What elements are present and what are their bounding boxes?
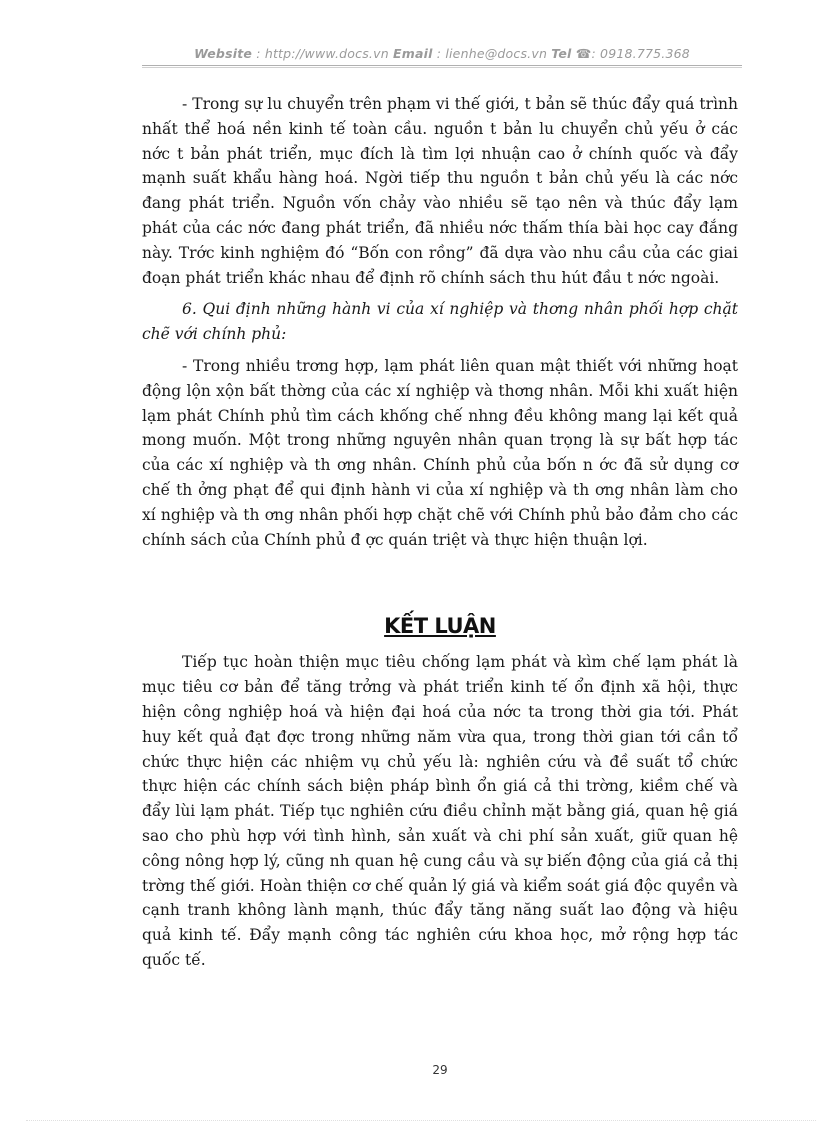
header-divider (142, 65, 742, 68)
page-header (142, 46, 742, 61)
section-heading-6: 6. Qui định những hành vi của xí nghiệp và thơng nhân phối hợp chặt chẽ với chính phủ: (142, 300, 738, 344)
tel-value: ☎: 0918.775.368 (571, 46, 690, 61)
paragraph-enterprise-behavior: - Trong nhiều trơng hợp, lạm phát liên quan mật thiết với những hoạt động lộn xộn bất thờng của các xí nghiệp và thơng nhân. Mỗi khi xuất hiện lạm phát Chính phủ tìm cách khống chế nhng đều không mang lại kết quả mong muốn. Một trong những nguyên nhân quan trọng là sự bất hợp tác của các xí nghiệp và th ơng nhân. Chính phủ của bốn n ớc đã sử dụng cơ chế th ởng phạt để qui định hành vi của xí nghiệp và th ơng nhân làm cho xí nghiệp và th ơng nhân phối hợp chặt chẽ với Chính phủ bảo đảm cho các chính sách của Chính phủ đ ợc quán triệt và thực hiện thuận lợi. (142, 356, 738, 549)
paragraph-conclusion: Tiếp tục hoàn thiện mục tiêu chống lạm phát và kìm chế lạm phát là mục tiêu cơ bản để tăng trởng và phát triển kinh tế ổn định xã hội, thực hiện công nghiệp hoá và hiện đại hoá của nớc ta trong thời gia tới. Phát huy kết quả đạt đợc trong những năm vừa qua, trong thời gian tới cần tổ chức thực hiện các nhiệm vụ chủ yếu là: nghiên cứu và đề suất tổ chức thực hiện các chính sách biện pháp bình ổn giá cả thi trờng, kiềm chế và đẩy lùi lạm phát. Tiếp tục nghiên cứu điều chỉnh mặt bằng giá, quan hệ giá sao cho phù hợp với tình hình, sản xuất và chi phí sản xuất, giữ quan hệ công nông hợp lý, cũng nh quan hệ cung cầu và sự biến động của giá cả thị trờng thế giới. Hoàn thiện cơ chế quản lý giá và kiểm soát giá độc quyền và cạnh tranh không lành mạnh, thúc đẩy tăng năng suất lao động và hiệu quả kinh tế. Đẩy mạnh công tác nghiên cứu khoa học, mở rộng hợp tác quốc tế. (142, 653, 738, 969)
page-content (142, 92, 738, 973)
page-number: 29 (432, 1063, 448, 1077)
email-value: : lienhe@docs.vn (432, 46, 552, 61)
conclusion-title: KẾT LUẬN (384, 614, 496, 639)
email-label: Email (393, 46, 433, 61)
paragraph-capital-flow: - Trong sự lu chuyển trên phạm vi thế giới, t bản sẽ thúc đẩy quá trình nhất thể hoá nền kinh tế toàn cầu. nguồn t bản lu chuyển chủ yếu ở các nớc t bản phát triển, mục đích là tìm lợi nhuận cao ở chính quốc và đẩy mạnh suất khẩu hàng hoá. Ngời tiếp thu nguồn t bản chủ yếu là các nớc đang phát triển. Nguồn vốn chảy vào nhiều sẽ tạo nên và thúc đẩy lạm phát của các nớc đang phát triển, đã nhiều nớc thấm thía bài học cay đắng này. Trớc kinh nghiệm đó “Bốn con rồng” đã dựa vào nhu cầu của các giai đoạn phát triển khác nhau để định rõ chính sách thu hút đầu t nớc ngoài. (142, 95, 738, 287)
website-value: : http://www.docs.vn (252, 46, 393, 61)
footer-divider (26, 1120, 816, 1121)
website-label: Website (194, 46, 253, 61)
tel-label: Tel (551, 46, 572, 61)
